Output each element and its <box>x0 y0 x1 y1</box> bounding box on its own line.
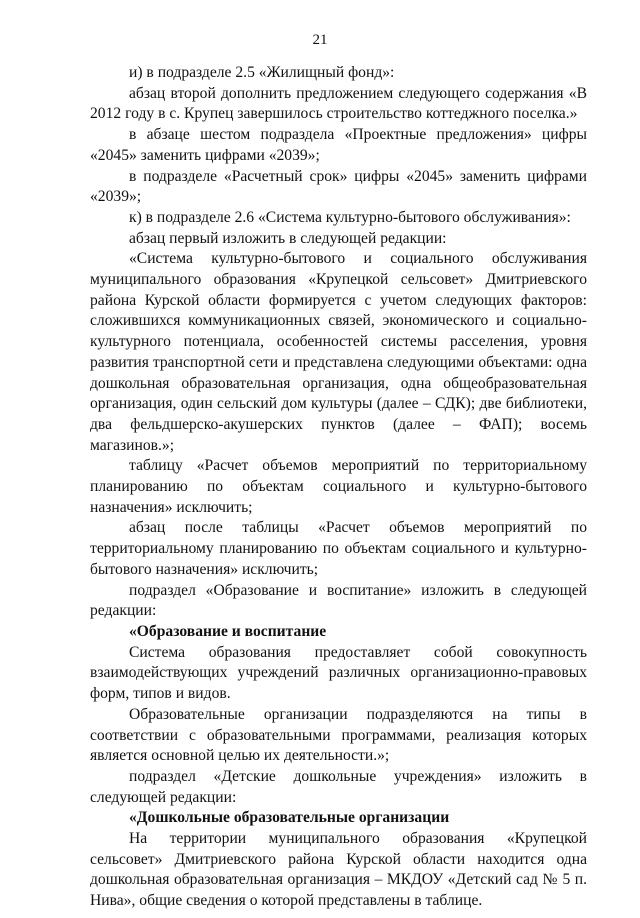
paragraph: и) в подразделе 2.5 «Жилищный фонд»: <box>129 64 395 81</box>
paragraph: подраздел «Образование и воспитание» изложить в следующей редакции: <box>90 581 587 620</box>
paragraph: подраздел «Детские дошкольные учреждения» изложить в следующей редакции: <box>90 767 587 806</box>
paragraph: На территории муниципального образования «Крупецкой сельсовет» Дмитриевского района Курской области находится одна дошкольная образовательная организация – МКДОУ «Детский сад № 5 п. Нива», общие сведения о которой представлены в таблице. <box>90 830 587 910</box>
paragraph: абзац первый изложить в следующей редакции: <box>129 229 447 247</box>
paragraph: Образовательные организации подразделяются на типы в соответствии с образовательными программами, реализация которых является основной целью их деятельности.»; <box>90 705 587 765</box>
section-heading-education: «Образование и воспитание <box>129 622 327 640</box>
paragraph: в абзаце шестом подраздела «Проектные предложения» цифры «2045» заменить цифрами «2039»; <box>90 126 587 164</box>
paragraph: Система образования предоставляет собой совокупность взаимодействующих учреждений различных организационно-правовых форм, типов и видов. <box>90 643 587 703</box>
paragraph: в подразделе «Расчетный срок» цифры «2045» заменить цифрами «2039»; <box>90 167 587 206</box>
document-body <box>90 63 587 912</box>
paragraph: таблицу «Расчет объемов мероприятий по территориальному планированию по объектам социального и культурно-бытового назначения» исключить; <box>90 457 587 516</box>
paragraph: «Система культурно-бытового и социального обслуживания муниципального образования «Крупецкой сельсовет» Дмитриевского района Курской области формируется с учетом следующих факторов: сложившихся коммуникационных связей, экономического и социально-культурного потенциала, особенностей системы расселения, уровня развития транспортной сети и представлена следующими объектами: одна дошкольная образовательная организация, одна общеобразовательная организация, один сельский дом культуры (далее – СДК); две библиотеки, два фельдшерско-акушерских пунктов (далее – ФАП); восемь магазинов.»; <box>90 250 587 454</box>
section-heading-preschool: «Дошкольные образовательные организации <box>129 809 450 827</box>
page-number: 21 <box>312 32 328 48</box>
paragraph: абзац второй дополнить предложением следующего содержания «В 2012 году в с. Крупец завершилось строительство коттеджного поселка.» <box>90 84 587 123</box>
paragraph: абзац после таблицы «Расчет объемов мероприятий по территориальному планированию по объектам социального и культурно-бытового назначения» исключить; <box>90 519 587 578</box>
paragraph: к) в подразделе 2.6 «Система культурно-бытового обслуживания»: <box>129 208 571 226</box>
